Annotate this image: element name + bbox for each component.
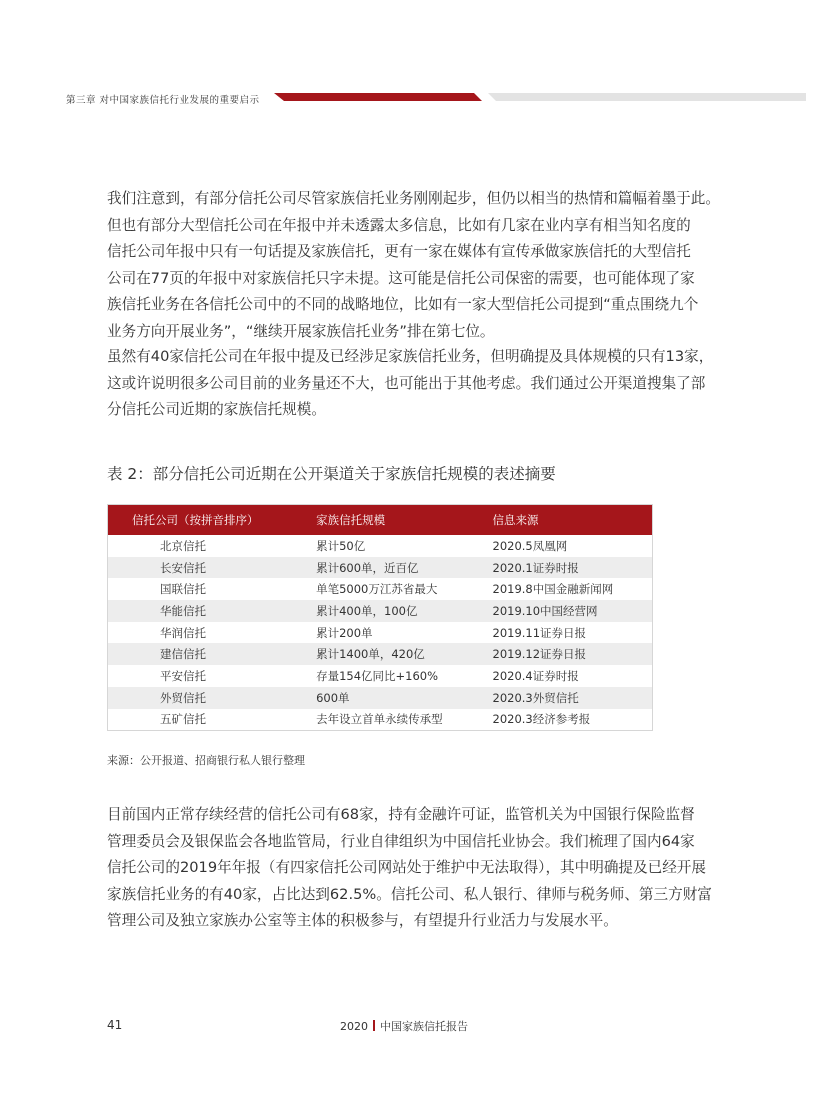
table-row (108, 557, 653, 579)
chapter-red-stripe (274, 93, 482, 101)
cell-scale: 累计50亿 (316, 535, 492, 557)
cell-source: 2020.3经济参考报 (493, 709, 653, 731)
cell-company: 华润信托 (108, 622, 317, 644)
paragraph-line: 家族信托业务的有40家，占比达到62.5%。信托公司、私人银行、律师与税务师、第三方财富 (107, 885, 712, 903)
cell-company: 外贸信托 (108, 687, 317, 709)
paragraph-line: 但也有部分大型信托公司在年报中并未透露太多信息，比如有几家在业内享有相当知名度的 (107, 216, 691, 234)
table-row (108, 535, 653, 557)
cell-source: 2020.3外贸信托 (493, 687, 653, 709)
paragraph-line: 我们注意到，有部分信托公司尽管家族信托业务刚刚起步，但仍以相当的热情和篇幅着墨于此。 (107, 190, 720, 207)
cell-source: 2020.4证券时报 (493, 665, 653, 687)
footer-report-name: 中国家族信托报告 (380, 1020, 468, 1033)
cell-company: 国联信托 (108, 578, 317, 600)
table-row (108, 622, 653, 644)
cell-scale: 去年设立首单永续传承型 (316, 709, 492, 731)
column-header-scale: 家族信托规模 (316, 505, 492, 536)
cell-scale: 累计600单，近百亿 (316, 557, 492, 579)
cell-source: 2019.8中国金融新闻网 (493, 578, 653, 600)
cell-source: 2019.11证券日报 (493, 622, 653, 644)
paragraph-line: 管理公司及独立家族办公室等主体的积极参与，有望提升行业活力与发展水平。 (107, 912, 618, 929)
table-header-row (108, 505, 653, 536)
paragraph-line: 分信托公司近期的家族信托规模。 (107, 401, 326, 418)
table-source-note: 来源：公开报道、招商银行私人银行整理 (107, 754, 305, 767)
cell-scale: 累计1400单，420亿 (316, 643, 492, 665)
cell-source: 2020.1证券时报 (493, 557, 653, 579)
table-row (108, 687, 653, 709)
table-caption: 表 2：部分信托公司近期在公开渠道关于家族信托规模的表述摘要 (107, 465, 556, 483)
table-row (108, 578, 653, 600)
cell-scale: 累计400单，100亿 (316, 600, 492, 622)
paragraph-line: 管理委员会及银保监会各地监管局，行业自律组织为中国信托业协会。我们梳理了国内64家 (107, 832, 695, 850)
column-header-company: 信托公司（按拼音排序） (108, 505, 317, 536)
footer-separator (373, 1020, 375, 1031)
cell-company: 华能信托 (108, 600, 317, 622)
column-header-source: 信息来源 (493, 505, 653, 536)
paragraph-line: 族信托业务在各信托公司中的不同的战略地位，比如有一家大型信托公司提到“重点围绕九个 (107, 296, 699, 313)
paragraph-line: 虽然有40家信托公司在年报中提及已经涉足家族信托业务，但明确提及具体规模的只有13家， (107, 348, 714, 365)
cell-scale: 累计200单 (316, 622, 492, 644)
chapter-gray-stripe (488, 93, 806, 101)
paragraph-line: 信托公司年报中只有一句话提及家族信托，更有一家在媒体有宣传承做家族信托的大型信托 (107, 243, 691, 260)
page-number: 41 (107, 1018, 123, 1032)
table-row (108, 643, 653, 665)
paragraph-line: 信托公司的2019年年报（有四家信托公司网站处于维护中无法取得），其中明确提及已经开展 (107, 859, 706, 876)
cell-scale: 600单 (316, 687, 492, 709)
body-paragraph-3 (107, 802, 717, 935)
chapter-title: 第三章 对中国家族信托行业发展的重要启示 (66, 95, 260, 106)
body-paragraph-1 (107, 186, 720, 345)
cell-source: 2019.12证券日报 (493, 643, 653, 665)
cell-source: 2020.5凤凰网 (493, 535, 653, 557)
footer-report-title (340, 1018, 468, 1034)
cell-company: 长安信托 (108, 557, 317, 579)
table-row (108, 665, 653, 687)
cell-company: 平安信托 (108, 665, 317, 687)
paragraph-line: 目前国内正常存续经营的信托公司有68家，持有金融许可证，监管机关为中国银行保险监督 (107, 806, 695, 823)
paragraph-line: 公司在77页的年报中对家族信托只字未提。这可能是信托公司保密的需要，也可能体现了家 (107, 269, 695, 287)
cell-company: 五矿信托 (108, 709, 317, 731)
cell-scale: 存量154亿同比+160% (316, 665, 492, 687)
footer-year: 2020 (340, 1020, 368, 1033)
paragraph-line: 这或许说明很多公司目前的业务量还不大，也可能出于其他考虑。我们通过公开渠道搜集了部 (107, 374, 706, 392)
cell-company: 北京信托 (108, 535, 317, 557)
family-trust-scale-table (107, 504, 653, 731)
table-row (108, 600, 653, 622)
cell-company: 建信信托 (108, 643, 317, 665)
body-paragraph-2 (107, 344, 717, 424)
cell-source: 2019.10中国经营网 (493, 600, 653, 622)
paragraph-line: 业务方向开展业务”，“继续开展家族信托业务”排在第七位。 (107, 322, 495, 340)
cell-scale: 单笔5000万江苏省最大 (316, 578, 492, 600)
table-row (108, 709, 653, 731)
